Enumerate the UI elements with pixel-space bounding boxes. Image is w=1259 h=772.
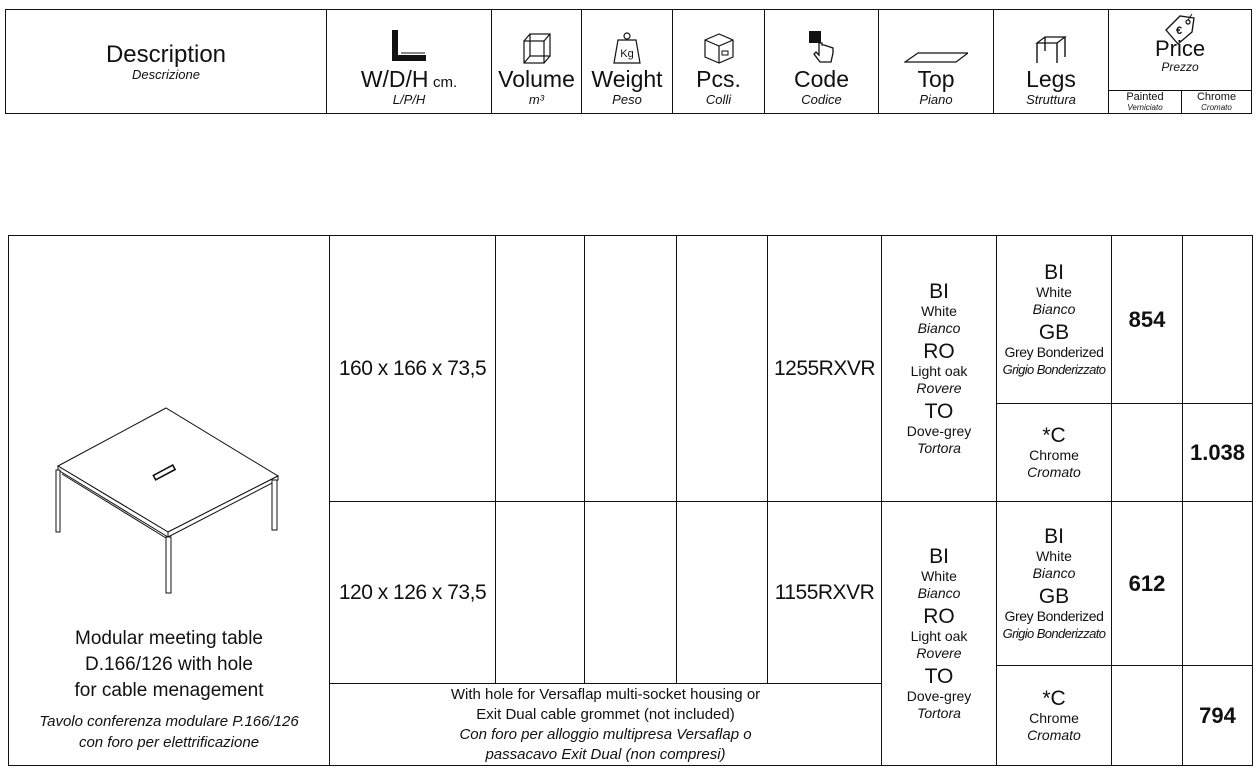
note-en-line: With hole for Versaflap multi-socket housing or (450, 685, 761, 703)
finish-en: Grey Bonderized (1004, 608, 1104, 624)
row1-price-painted: 854 (1128, 306, 1166, 332)
header-weight (582, 10, 672, 114)
product-title-line: D.166/126 with hole (85, 654, 253, 675)
finish-code: BI (929, 280, 949, 303)
cable-hole-note (330, 684, 881, 765)
finish-it: Bianco (917, 585, 961, 601)
product-title-line: Modular meeting table (75, 628, 263, 649)
legs-label: Legs (1026, 66, 1076, 92)
price-sub: Prezzo (1161, 60, 1199, 74)
finish-it: Rovere (916, 380, 962, 396)
description-sub: Descrizione (132, 66, 200, 82)
header-price (1109, 10, 1251, 90)
finish-code: RO (923, 340, 955, 363)
header-wdh (327, 10, 491, 114)
header-legs (994, 10, 1108, 114)
row1-legs-chrome (997, 404, 1111, 501)
finish-en: Dove-grey (906, 423, 972, 439)
row1-price-chrome: 1.038 (1189, 439, 1246, 465)
weight-label: Weight (591, 66, 663, 92)
finish-en: Chrome (1029, 447, 1079, 463)
header-price-chrome (1182, 91, 1251, 113)
finish-code: *C (1042, 424, 1066, 447)
header-price-painted (1109, 91, 1181, 113)
row2-code: 1155RXVR (774, 580, 875, 604)
pointer-hand-icon (805, 29, 839, 65)
finish-en: Light oak (910, 628, 968, 644)
chrome-sub: Cromato (1201, 103, 1232, 112)
weight-sub: Peso (612, 92, 642, 107)
pcs-sub: Colli (705, 92, 732, 107)
pcs-label: Pcs. (696, 66, 741, 92)
finish-code: TO (924, 400, 954, 423)
finish-it: Cromato (1027, 727, 1081, 743)
finish-en: Grey Bonderized (1004, 344, 1104, 360)
finish-it: Tortora (917, 705, 961, 721)
note-it-line: passacavo Exit Dual (non compresi) (485, 745, 726, 763)
finish-it: Grigio Bonderizzato (1002, 626, 1106, 641)
finish-code: BI (1044, 261, 1064, 284)
row1-dims: 160 x 166 x 73,5 (338, 356, 487, 380)
code-sub: Codice (801, 92, 842, 107)
finish-en: White (921, 303, 957, 319)
note-en-line: Exit Dual cable grommet (not included) (476, 705, 735, 723)
finish-it: Rovere (916, 645, 962, 661)
header-code (765, 10, 878, 114)
product-title-it-line: con foro per elettrificazione (78, 734, 260, 751)
finish-it: Grigio Bonderizzato (1002, 362, 1106, 377)
top-label: Top (917, 66, 955, 92)
price-label: Price (1154, 36, 1206, 61)
header-pcs (673, 10, 764, 114)
finish-code: *C (1042, 687, 1066, 710)
finish-en: White (1036, 548, 1072, 564)
row2-top-finishes (882, 502, 996, 765)
volume-sub: m³ (528, 92, 545, 107)
finish-en: Light oak (910, 363, 968, 379)
finish-it: Bianco (917, 320, 961, 336)
product-title (9, 626, 329, 704)
table-legs-icon (1033, 33, 1069, 65)
chrome-label: Chrome (1196, 91, 1237, 103)
top-sub: Piano (919, 92, 953, 107)
row1-top-finishes (882, 236, 996, 501)
row1-legs-painted (997, 236, 1111, 403)
painted-sub: Verniciato (1127, 103, 1163, 112)
row1-code: 1255RXVR (773, 356, 876, 380)
painted-label: Painted (1126, 91, 1164, 103)
wdh-label: W/D/H (360, 66, 429, 92)
dimensions-icon (389, 29, 429, 65)
row2-price-painted: 612 (1128, 570, 1166, 596)
legs-sub: Struttura (1026, 92, 1076, 107)
finish-code: RO (923, 605, 955, 628)
finish-code: BI (1044, 525, 1064, 548)
finish-it: Cromato (1027, 464, 1081, 480)
svg-text:Kg: Kg (620, 48, 634, 60)
finish-code: GB (1038, 321, 1070, 344)
finish-en: White (1036, 284, 1072, 300)
row2-legs-painted (997, 502, 1111, 665)
svg-text:€: € (1175, 25, 1183, 37)
finish-en: Chrome (1029, 710, 1079, 726)
finish-en: Dove-grey (906, 688, 972, 704)
finish-en: White (921, 568, 957, 584)
weight-icon (611, 31, 643, 65)
product-title-it-line: Tavolo conferenza modulare P.166/126 (39, 713, 299, 730)
meeting-table-image (50, 400, 290, 600)
finish-code: GB (1038, 585, 1070, 608)
row2-legs-chrome (997, 666, 1111, 765)
volume-label: Volume (498, 66, 575, 92)
header-top (879, 10, 993, 114)
box-icon (701, 31, 737, 65)
row2-price-chrome: 794 (1199, 702, 1236, 728)
product-title-line: for cable menagement (74, 680, 264, 701)
wdh-sub: L/P/H (392, 92, 426, 107)
row2-dims: 120 x 126 x 73,5 (338, 580, 487, 604)
finish-it: Bianco (1032, 301, 1076, 317)
description-label: Description (105, 40, 227, 68)
tabletop-icon (904, 35, 968, 65)
cube-icon (521, 31, 553, 65)
finish-code: BI (929, 545, 949, 568)
header-description (6, 10, 326, 114)
header-volume (492, 10, 581, 114)
finish-code: TO (924, 665, 954, 688)
product-title-it (9, 711, 329, 753)
finish-it: Tortora (917, 440, 961, 456)
code-label: Code (794, 66, 849, 92)
wdh-unit: cm. (433, 74, 458, 91)
finish-it: Bianco (1032, 565, 1076, 581)
note-it-line: Con foro per alloggio multipresa Versaflap o (459, 725, 752, 743)
